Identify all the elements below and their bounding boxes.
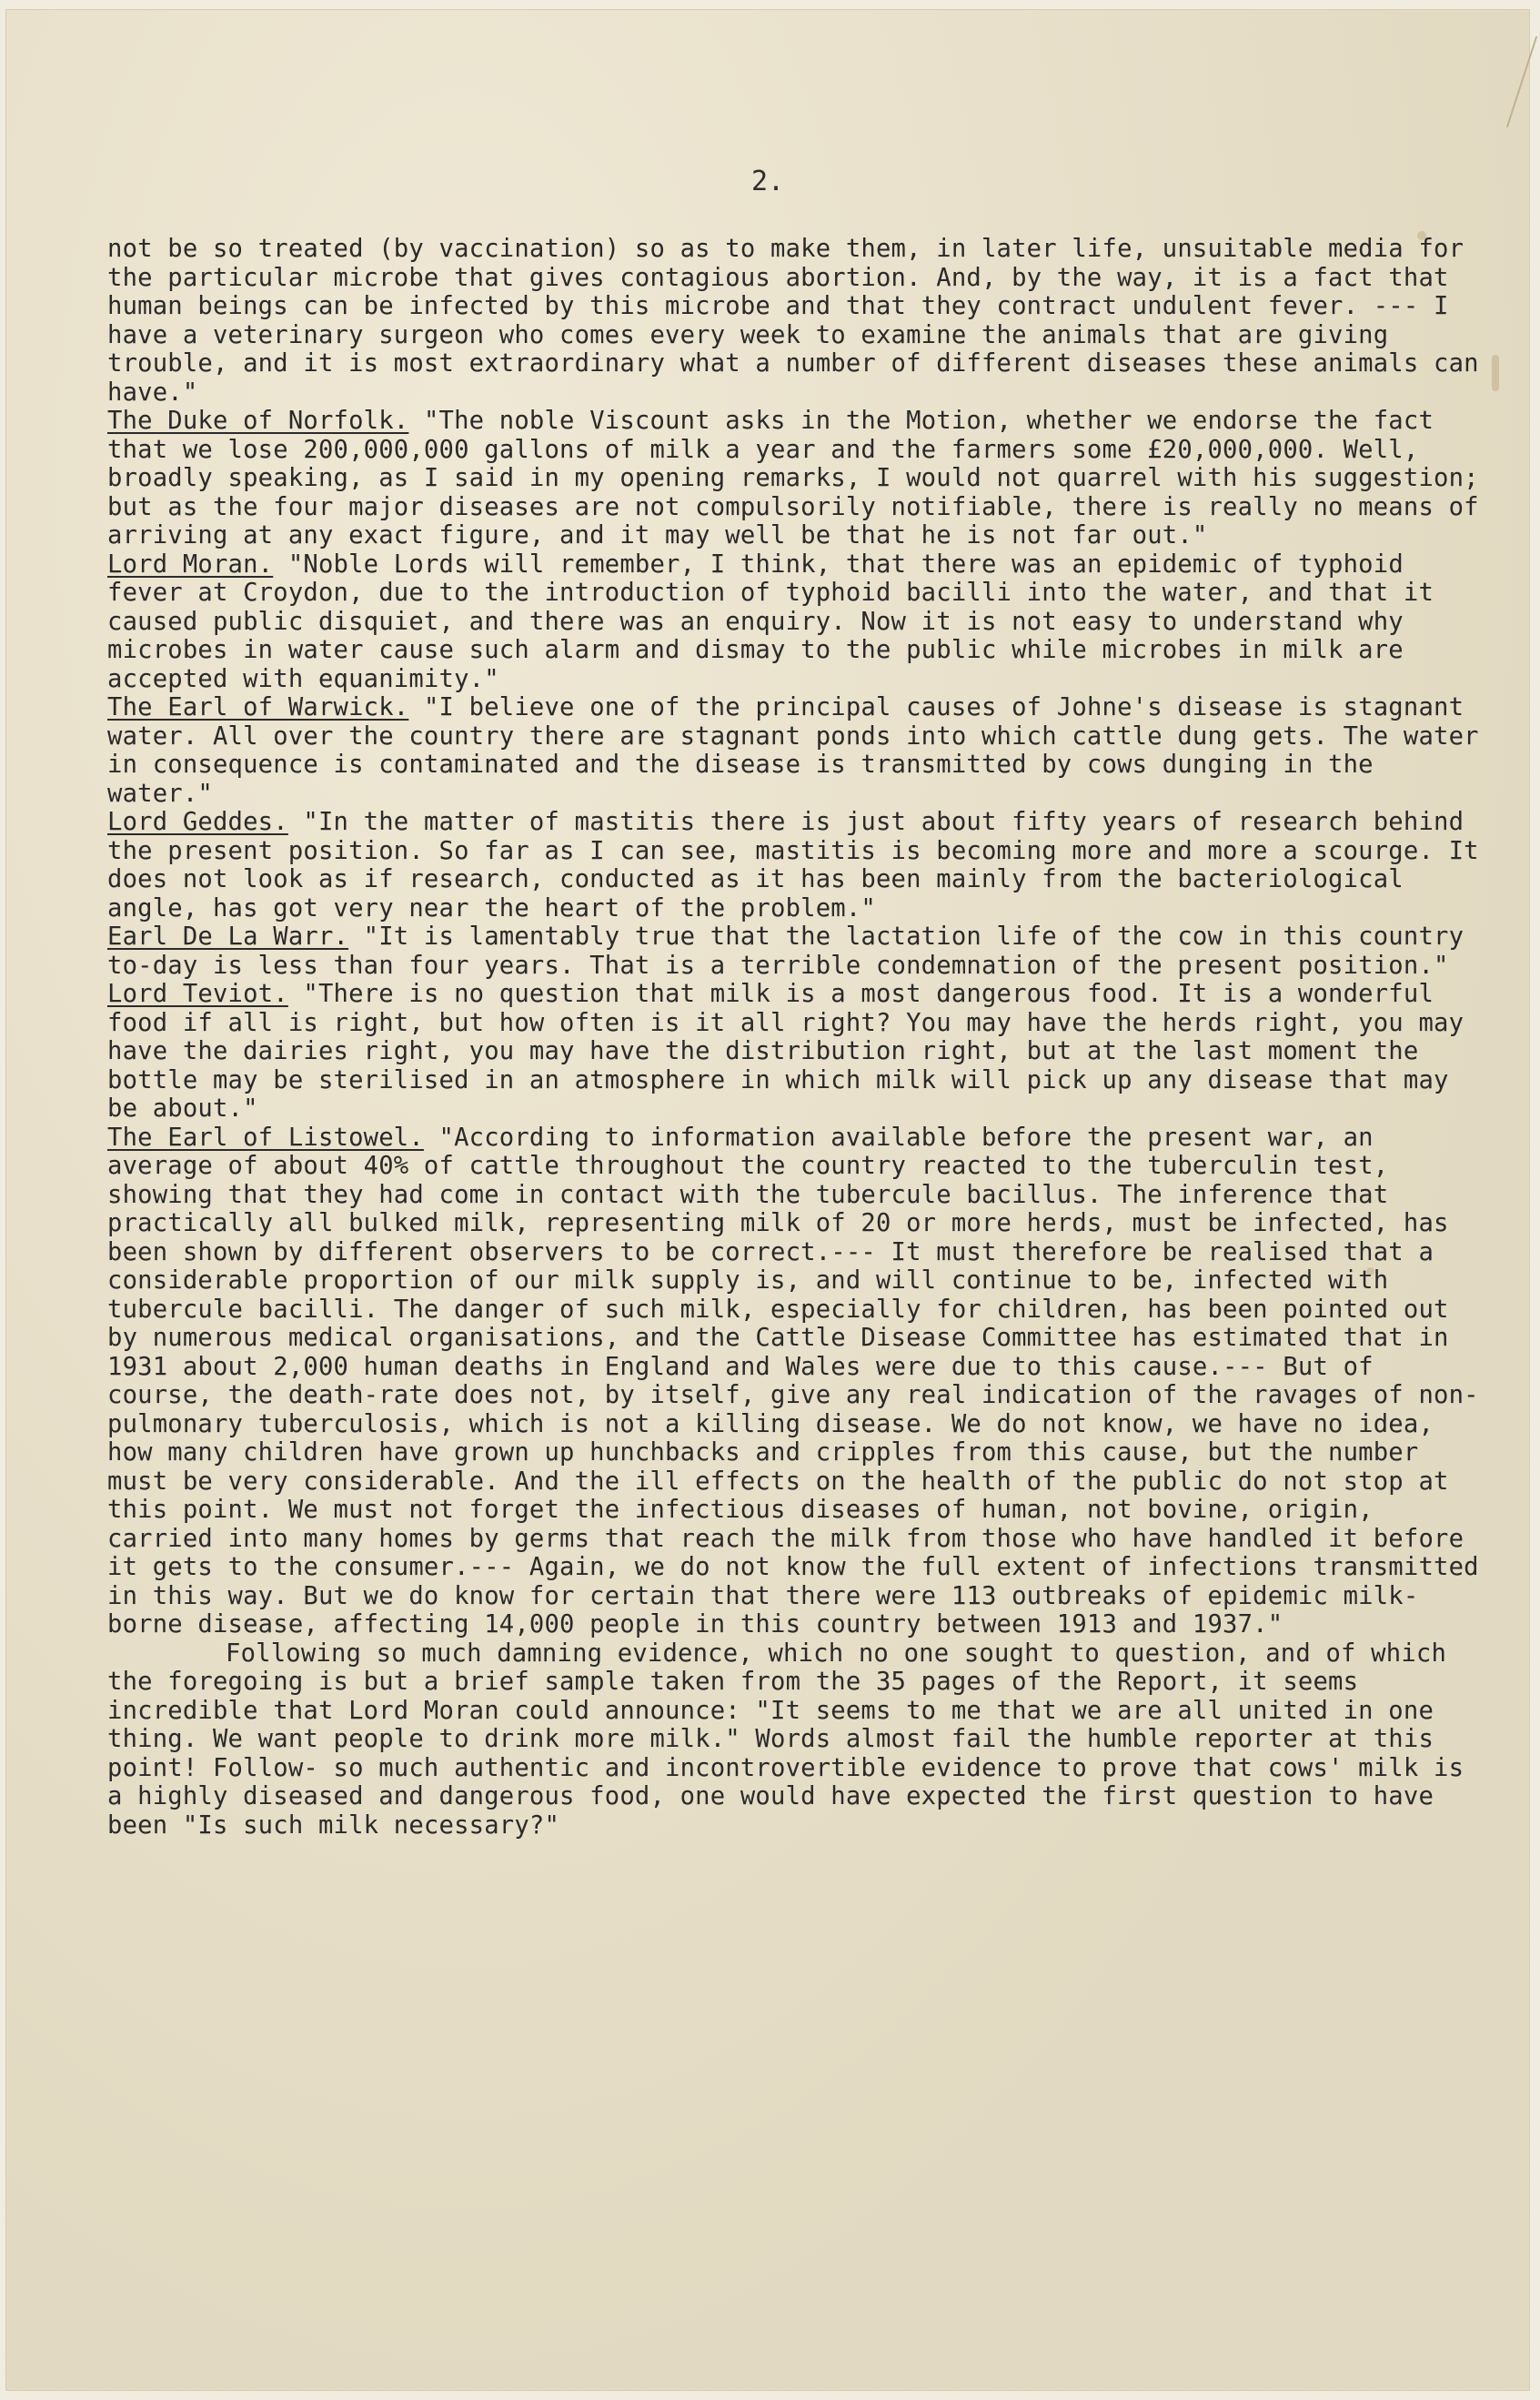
paragraph-text: not be so treated (by vaccination) so as to make them, in later life, unsuitable media for the particular microbe that gives contagious abortion. And, by the way, it is a fact that human beings can be infected by this microbe and that they contract undulent fever. --- I have a veterinary surgeon who comes every week to examine the animals that are giving trouble, and it is most extraordinary what a number of different diseases these animals can have." bbox=[107, 235, 1479, 407]
corner-fold bbox=[1452, 36, 1537, 127]
paragraph-lord-teviot bbox=[107, 980, 1490, 1124]
paragraph-conclusion bbox=[107, 1639, 1490, 1840]
paragraph-earl-of-warwick bbox=[107, 693, 1490, 808]
speaker-name: The Earl of Listowel. bbox=[107, 1123, 424, 1152]
paragraph-text: "There is no question that milk is a most dangerous food. It is a wonderful food if all is right, but how often is it all right? You may have the herds right, you may have the dairies right, you may have the distribution right, but at the last moment the bottle may be sterilised in an atmosphere in which milk will pick up any disease that may be about." bbox=[107, 980, 1465, 1123]
paragraph-intro bbox=[107, 235, 1490, 407]
paragraph-text: "Noble Lords will remember, I think, that there was an epidemic of typhoid fever at Croydon, due to the introduction of typhoid bacilli into the water, and that it caused public disquiet, and there was an enquiry. Now it is not easy to understand why microbes in water cause such alarm and dismay to the public while microbes in milk are accepted with equanimity." bbox=[107, 550, 1434, 693]
paragraph-text: "According to information available before the present war, an average of about 40% of cattle throughout the country reacted to the tuberculin test, showing that they had come in contact with the tubercule bacillus. The inference that practically all bulked milk, representing milk of 20 or more herds, must be infected, has been shown by different observers to be correct.--- It must therefore be realised that a considerable proportion of our milk supply is, and will continue to be, infected with tubercule bacilli. The danger of such milk, especially for children, has been pointed out by numerous medical organisations, and the Cattle Disease Committee has estimated that in 1931 about 2,000 human deaths in England and Wales were due to this cause.--- But of course, the death-rate does not, by itself, give any real indication of the ravages of non-pulmonary tuberculosis, which is not a killing disease. We do not know, we have no idea, how many children have grown up hunchbacks and cripples from this cause, but the number must be very considerable. And the ill effects on the health of the public do not stop at this point. We must not forget the infectious diseases of human, not bovine, origin, carried into many homes by germs that reach the milk from those who have handled it before it gets to the consumer.--- Again, we do not know the full extent of infections transmitted in this way. But we do know for certain that there were 113 outbreaks of epidemic milk-borne disease, affecting 14,000 people in this country between 1913 and 1937." bbox=[107, 1123, 1479, 1639]
speaker-name: Lord Moran. bbox=[107, 550, 274, 579]
paragraph-earl-de-la-warr bbox=[107, 923, 1490, 980]
paragraph-text: "The noble Viscount asks in the Motion, whether we endorse the fact that we lose 200,000,000 gallons of milk a year and the farmers some £20,000,000. Well, broadly speaking, as I said in my opening remarks, I would not quarrel with his suggestion; but as the four major diseases are not compulsorily notifiable, there is really no means of arriving at any exact figure, and it may well be that he is not far out." bbox=[107, 407, 1479, 550]
paragraph-lord-moran bbox=[107, 550, 1490, 694]
page-number: 2. bbox=[750, 166, 785, 197]
document-body bbox=[107, 235, 1490, 1840]
speaker-name: Lord Geddes. bbox=[107, 808, 288, 836]
stain-mark bbox=[1492, 355, 1499, 391]
speaker-name: Lord Teviot. bbox=[107, 980, 288, 1008]
speaker-name: The Earl of Warwick. bbox=[107, 693, 409, 721]
paragraph-text: "It is lamentably true that the lactation life of the cow in this country to-day is less than four years. That is a terrible condemnation of the present position." bbox=[107, 923, 1465, 980]
speaker-name: The Duke of Norfolk. bbox=[107, 407, 409, 435]
paragraph-earl-of-listowel bbox=[107, 1124, 1490, 1639]
paragraph-duke-of-norfolk bbox=[107, 407, 1490, 550]
paper-sheet bbox=[5, 9, 1530, 2391]
paragraph-lord-geddes bbox=[107, 808, 1490, 923]
paragraph-text: "I believe one of the principal causes of Johne's disease is stagnant water. All over the country there are stagnant ponds into which cattle dung gets. The water in consequence is contaminated and the disease is transmitted by cows dunging in the water." bbox=[107, 693, 1479, 808]
speaker-name: Earl De La Warr. bbox=[107, 923, 349, 951]
paragraph-text: "In the matter of mastitis there is just about fifty years of research behind the present position. So far as I can see, mastitis is becoming more and more a scourge. It does not look as if research, conducted as it has been mainly from the bacteriological angle, has got very near the heart of the problem." bbox=[107, 808, 1479, 923]
paragraph-text: Following so much damning evidence, which no one sought to question, and of which the foregoing is but a brief sample taken from the 35 pages of the Report, it seems incredible that Lord Moran could announce: "It seems to me that we are all united in one thing. We want people to drink more milk." Words almost fail the humble reporter at this point! Follow- so much authentic and incontrovertible evidence to prove that cows' milk is a highly diseased and dangerous food, one would have expected the first question to have been "Is such milk necessary?" bbox=[107, 1639, 1465, 1840]
